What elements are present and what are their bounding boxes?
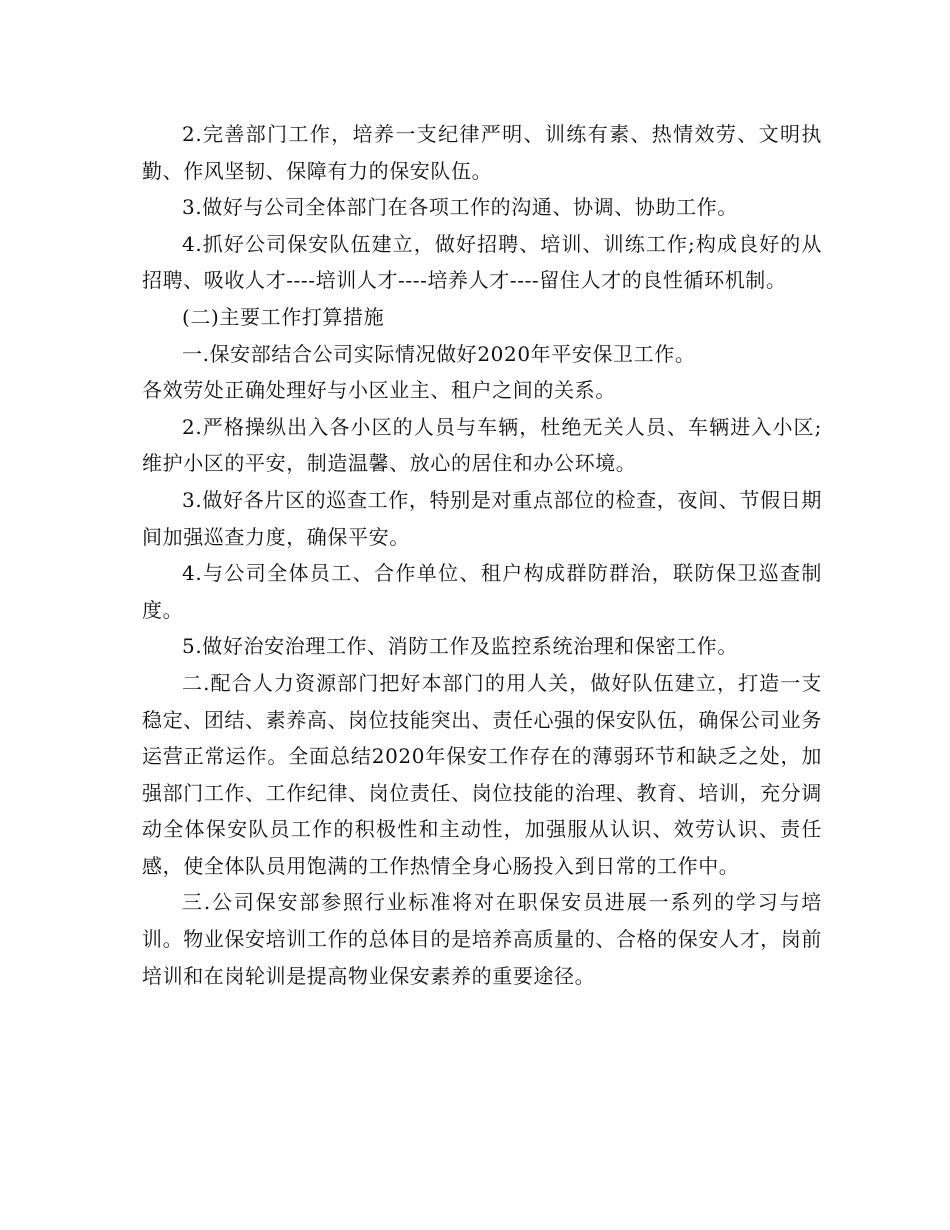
paragraph-item-4: 4.抓好公司保安队伍建立，做好招聘、培训、训练工作;构成良好的从招聘、吸收人才----培训人才----培养人才----留住人才的良性循环机制。 (142, 231, 822, 293)
flush-paragraph: 各效劳处正确处理好与小区业主、租户之间的关系。 (142, 378, 616, 403)
paragraph-item-3: 3.做好与公司全体部门在各项工作的沟通、协调、协助工作。 (182, 195, 738, 220)
measure-three: 三.公司保安部参照行业标准将对在职保安员进展一系列的学习与培训。物业保安培训工作的总体目的是培养高质量的、合格的保安人才，岗前培训和在岗轮训是提高物业保安素养的重要途径。 (142, 890, 822, 988)
measure-item-5: 5.做好治安治理工作、消防工作及监控系统治理和保密工作。 (182, 634, 738, 659)
measure-item-2: 2.严格操纵出入各小区的人员与车辆，杜绝无关人员、车辆进入小区;维护小区的平安，制造温馨、放心的居住和办公环境。 (142, 414, 822, 476)
paragraph-item-2: 2.完善部门工作，培养一支纪律严明、训练有素、热情效劳、文明执勤、作风坚韧、保障有力的保安队伍。 (142, 122, 822, 183)
document-body (142, 116, 822, 994)
measure-two: 二.配合人力资源部门把好本部门的用人关，做好队伍建立，打造一支稳定、团结、素养高、岗位技能突出、责任心强的保安队伍，确保公司业务运营正常运作。全面总结2020年保安工作存在的薄弱环节和缺乏之处，加强部门工作、工作纪律、岗位责任、岗位技能的治理、教育、培训，充分调动全体保安队员工作的积极性和主动性，加强服从认识、效劳认识、责任感，使全体队员用饱满的工作热情全身心肠投入到日常的工作中。 (142, 670, 822, 878)
section-heading: (二)主要工作打算措施 (182, 304, 385, 329)
measure-item-4: 4.与公司全体员工、合作单位、租户构成群防群治，联防保卫巡查制度。 (142, 561, 822, 622)
measure-one: 一.保安部结合公司实际情况做好2020年平安保卫工作。 (182, 341, 696, 366)
measure-item-3: 3.做好各片区的巡查工作，特别是对重点部位的检查，夜间、节假日期间加强巡查力度，确保平安。 (142, 487, 822, 549)
